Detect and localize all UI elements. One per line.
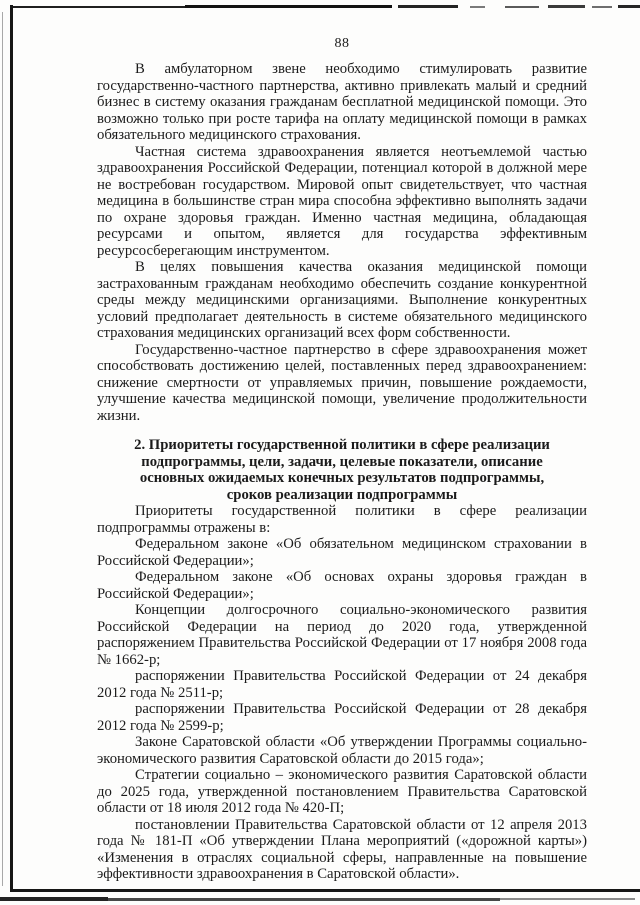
scan-border-top-segment	[185, 5, 392, 8]
section-heading-line: основных ожидаемых конечных результатов подпрограммы,	[139, 470, 545, 486]
paragraph: постановлении Правительства Саратовской области от 12 апреля 2013 года № 181-П «Об утверждении Плана мероприятий («дорожной карты») «Изменения в отраслях социальной сферы, направленные на повышение эффективности здравоохранения в Саратовской области».	[97, 816, 587, 882]
scan-border-bottom-shadow	[108, 898, 500, 901]
section-heading-line: сроков реализации подпрограммы	[226, 486, 458, 503]
section-heading-line: подпрограммы, цели, задачи, целевые показатели, описание	[141, 453, 543, 470]
document-body	[97, 61, 587, 883]
paragraph: Частная система здравоохранения является неотъемлемой частью здравоохранения Российской Федерации, потенциал которой в должной мере не востребован государством. Мировой опыт свидетельствует, что частная медицина в большинстве стран мира способна эффективно выполнять задачи по охране здоровья граждан. Именно частная медицина, обладающая ресурсами и опытом, является для государства эффективным ресурсосберегающим инструментом.	[97, 143, 587, 259]
scan-border-top-dash	[398, 5, 458, 8]
section-heading	[97, 437, 587, 503]
paragraph: Концепции долгосрочного социально-экономического развития Российской Федерации на период до 2020 года, утвержденной распоряжением Правительства Российской Федерации от 17 ноября 2008 года № 1662-р;	[97, 602, 587, 668]
paragraph: Стратегии социально – экономического развития Саратовской области до 2025 года, утвержденной постановлением Правительства Саратовской области от 18 июля 2012 года № 420-П;	[97, 767, 587, 816]
paragraph: Федеральном законе «Об обязательном медицинском страховании в Российской Федерации»;	[97, 536, 587, 569]
section-heading-line: 2. Приоритеты государственной политики в сфере реализации	[134, 437, 550, 453]
scan-border-left-outer	[2, 12, 3, 886]
scan-border-bottom-shadow	[500, 898, 635, 900]
scan-border-top-dash	[618, 5, 640, 8]
scan-border-top-dash	[470, 6, 485, 8]
scan-border-bottom-shadow	[0, 897, 108, 901]
paragraph: В целях повышения качества оказания медицинской помощи застрахованным гражданам необходимо обеспечить создание конкурентной среды между медицинскими организациями. Выполнение конкурентных условий предполагает деятельность в системе обязательного медицинского страхования медицинских организаций всех форм собственности.	[97, 259, 587, 341]
paragraph: Федеральном законе «Об основах охраны здоровья граждан в Российской Федерации»;	[97, 569, 587, 602]
paragraph: Приоритеты государственной политики в сфере реализации подпрограммы отражены в:	[97, 503, 587, 536]
paragraph: В амбулаторном звене необходимо стимулировать развитие государственно-частного партнерства, активно привлекать малый и средний бизнес в систему оказания гражданам бесплатной медицинской помощи. Это возможно только при росте тарифа на оплату медицинской помощи в рамках обязательного медицинского страхования.	[97, 61, 587, 143]
paragraph: распоряжении Правительства Российской Федерации от 28 декабря 2012 года № 2599-р;	[97, 701, 587, 734]
page-number: 88	[334, 36, 350, 51]
scan-border-top-dash	[505, 6, 539, 8]
scan-border-bottom	[10, 889, 640, 892]
scan-border-left	[10, 5, 13, 891]
paragraph: распоряжении Правительства Российской Федерации от 24 декабря 2012 года № 2511-р;	[97, 668, 587, 701]
paragraph: Законе Саратовской области «Об утверждении Программы социально-экономического развития Саратовской области до 2015 года»;	[97, 734, 587, 767]
paragraph: Государственно-частное партнерство в сфере здравоохранения может способствовать достижению целей, поставленных перед здравоохранением: снижение смертности от управляемых причин, повышение рождаемости, улучшение качества медицинской помощи, увеличение продолжительности жизни.	[97, 341, 587, 424]
scan-border-top-dash	[592, 6, 612, 8]
scan-border-top-dash	[548, 5, 585, 8]
scan-border-top-segment	[13, 6, 185, 8]
